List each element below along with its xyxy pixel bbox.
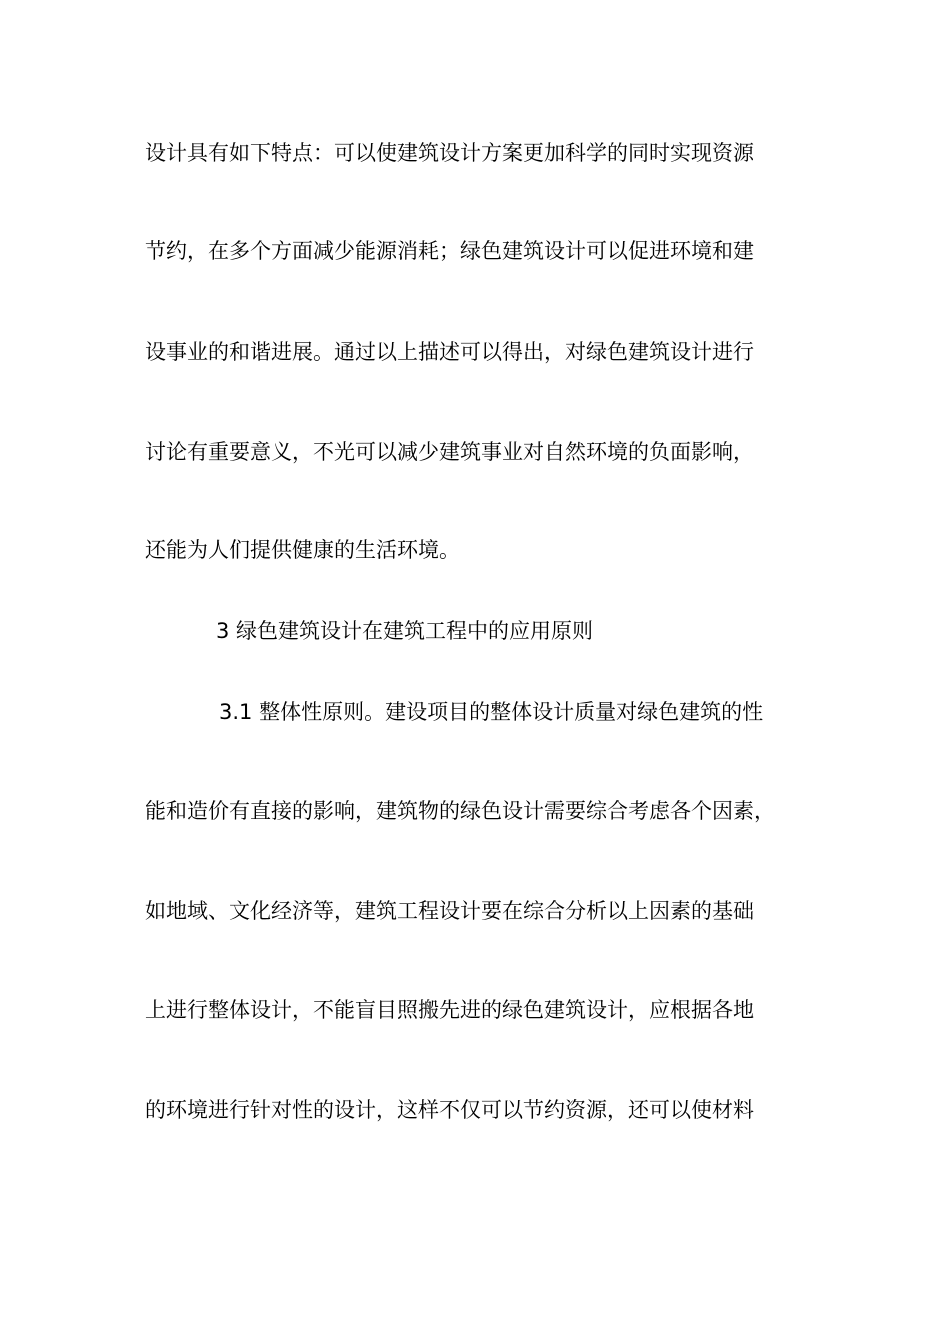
paragraph-line: 上进行整体设计，不能盲目照搬先进的绿色建筑设计，应根据各地 <box>145 998 754 1022</box>
paragraph-line: 能和造价有直接的影响，建筑物的绿色设计需要综合考虑各个因素， <box>145 799 775 823</box>
paragraph-line: 3.1 整体性原则。建设项目的整体设计质量对绿色建筑的性 <box>219 700 764 724</box>
paragraph-line: 的环境进行针对性的设计，这样不仅可以节约资源，还可以使材料 <box>145 1098 754 1122</box>
paragraph-line: 讨论有重要意义，不光可以减少建筑事业对自然环境的负面影响， <box>145 440 754 464</box>
paragraph-line: 节约，在多个方面减少能源消耗；绿色建筑设计可以促进环境和建 <box>145 239 754 263</box>
paragraph-line: 还能为人们提供健康的生活环境。 <box>145 538 460 562</box>
paragraph-line: 如地域、文化经济等，建筑工程设计要在综合分析以上因素的基础 <box>145 899 754 923</box>
section-heading: 3 绿色建筑设计在建筑工程中的应用原则 <box>216 619 594 643</box>
paragraph-line: 设事业的和谐进展。通过以上描述可以得出，对绿色建筑设计进行 <box>145 340 754 364</box>
paragraph-line: 设计具有如下特点：可以使建筑设计方案更加科学的同时实现资源 <box>145 141 754 165</box>
